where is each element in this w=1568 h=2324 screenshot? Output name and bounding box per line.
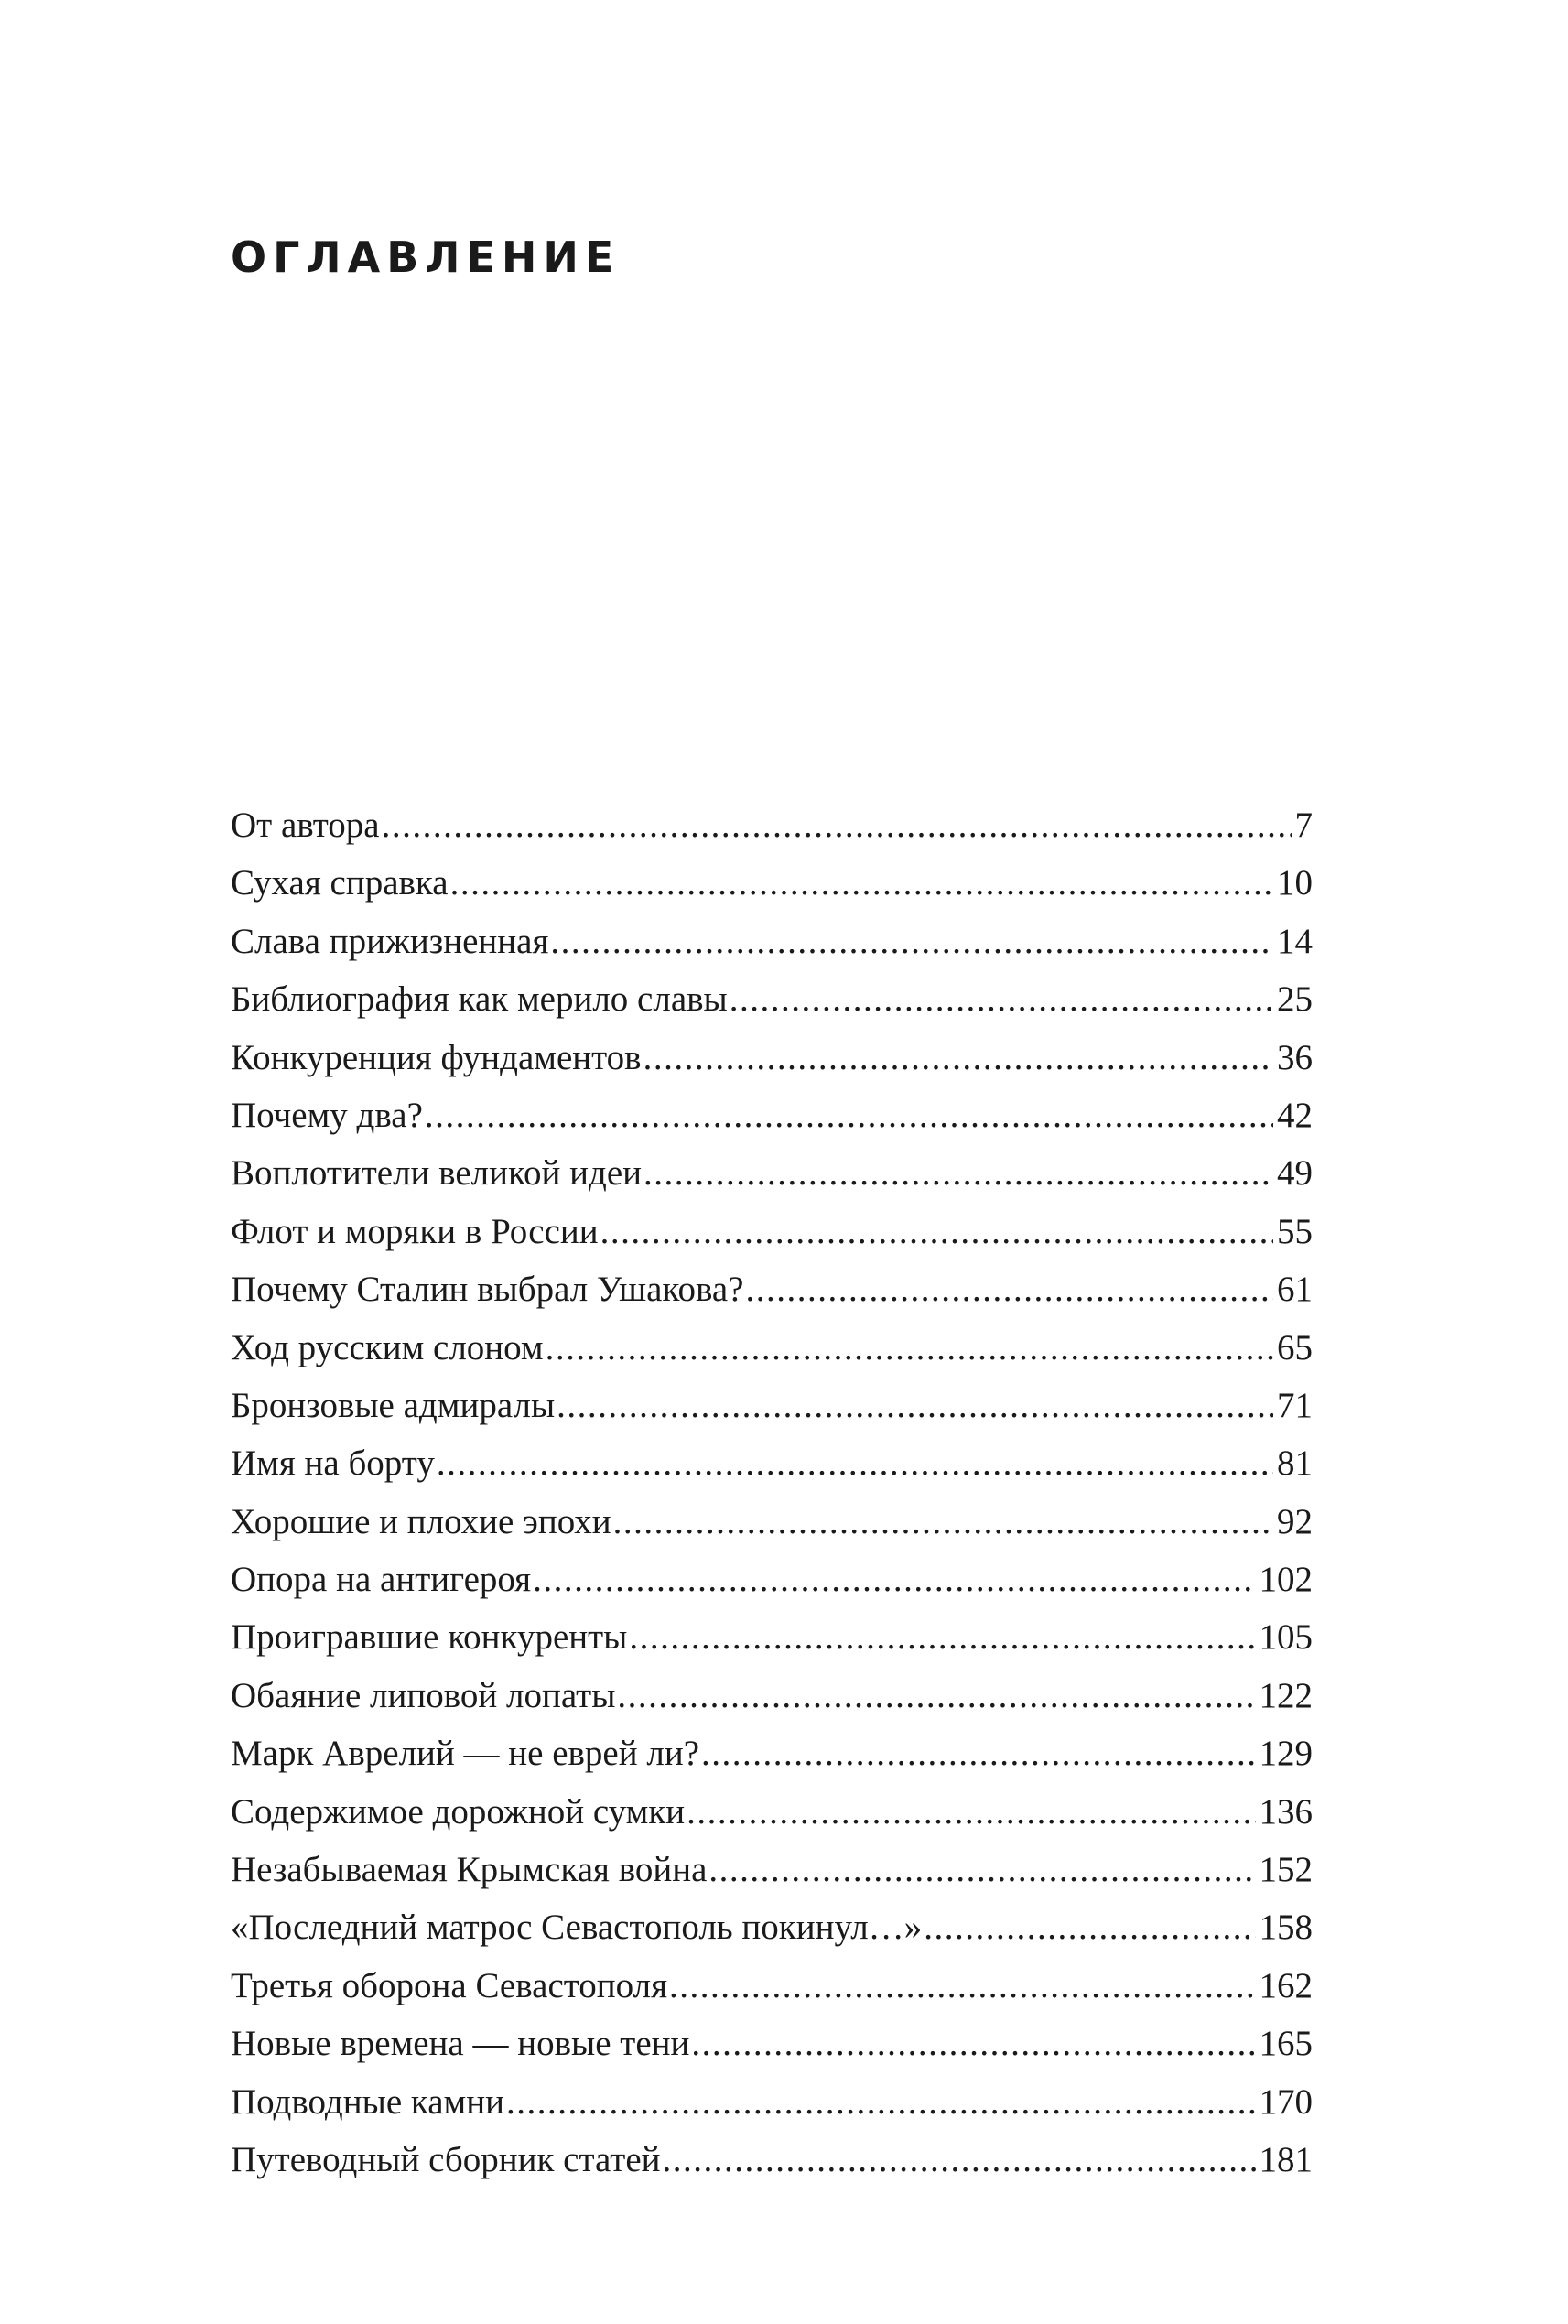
dot-leader — [687, 1783, 1255, 1841]
toc-entry-title: Третья оборона Севастополя — [231, 1965, 668, 2005]
toc-entry-page: 165 — [1259, 2024, 1313, 2064]
toc-entry-title: Подводные камни — [231, 2081, 504, 2122]
toc-entry — [231, 1203, 1313, 1260]
toc-entry-page: 158 — [1259, 1908, 1313, 1948]
toc-entry-page: 65 — [1277, 1327, 1313, 1367]
toc-entry-title: «Последний матрос Севастополь покинул…» — [231, 1908, 923, 1948]
toc-entry-page: 10 — [1277, 863, 1313, 903]
toc-entry — [231, 913, 1313, 970]
toc-entry-page: 61 — [1277, 1270, 1313, 1310]
toc-entry-title: Путеводный сборник статей — [231, 2139, 661, 2179]
toc-entry-title: Содержимое дорожной сумки — [231, 1791, 686, 1832]
dot-leader — [613, 1493, 1273, 1551]
dot-leader — [691, 2015, 1255, 2072]
dot-leader — [643, 1029, 1273, 1086]
toc-entry — [231, 1608, 1313, 1666]
toc-entry-page: 42 — [1277, 1095, 1313, 1135]
toc-entry — [231, 1724, 1313, 1782]
toc-entry — [231, 1260, 1313, 1318]
toc-entry — [231, 796, 1313, 854]
dot-leader — [425, 1086, 1273, 1144]
toc-entry — [231, 2073, 1313, 2131]
toc-entry — [231, 1029, 1313, 1086]
toc-entry-page: 102 — [1259, 1560, 1313, 1600]
toc-entry-page: 7 — [1294, 805, 1313, 845]
toc-entry — [231, 2131, 1313, 2189]
toc-entry-title: От автора — [231, 805, 380, 845]
table-of-contents — [231, 796, 1313, 2189]
toc-entry — [231, 1377, 1313, 1434]
toc-entry — [231, 1551, 1313, 1608]
toc-entry-title: Слава прижизненная — [231, 921, 549, 961]
page-title: ОГЛАВЛЕНИЕ — [231, 232, 621, 282]
toc-entry — [231, 1841, 1313, 1898]
toc-entry-title: Марк Аврелий — не еврей ли? — [231, 1734, 700, 1774]
toc-entry-page: 71 — [1277, 1385, 1313, 1425]
toc-entry-title: Бронзовые адмиралы — [231, 1385, 556, 1425]
toc-entry — [231, 1783, 1313, 1841]
toc-entry-page: 181 — [1259, 2139, 1313, 2179]
toc-entry-page: 129 — [1259, 1734, 1313, 1774]
dot-leader — [643, 1144, 1273, 1202]
dot-leader — [617, 1667, 1255, 1724]
dot-leader — [745, 1260, 1273, 1318]
toc-entry — [231, 1667, 1313, 1724]
dot-leader — [701, 1724, 1255, 1782]
toc-entry-title: Незабываемая Крымская война — [231, 1850, 708, 1890]
toc-entry-title: Ход русским слоном — [231, 1327, 544, 1367]
toc-entry-title: Флот и моряки в России — [231, 1211, 599, 1251]
toc-entry-page: 170 — [1259, 2081, 1313, 2122]
toc-entry — [231, 854, 1313, 912]
toc-entry-title: Воплотители великой идеи — [231, 1153, 642, 1194]
dot-leader — [382, 796, 1292, 854]
dot-leader — [557, 1377, 1273, 1434]
toc-entry-page: 36 — [1277, 1037, 1313, 1077]
toc-entry — [231, 1144, 1313, 1202]
toc-entry-page: 105 — [1259, 1617, 1313, 1658]
toc-entry-title: Имя на борту — [231, 1443, 435, 1484]
toc-entry — [231, 1434, 1313, 1492]
toc-entry — [231, 1086, 1313, 1144]
toc-entry-title: Проигравшие конкуренты — [231, 1617, 628, 1658]
toc-entry-page: 55 — [1277, 1211, 1313, 1251]
dot-leader — [924, 1898, 1255, 1956]
dot-leader — [437, 1434, 1273, 1492]
toc-entry-title: Обаяние липовой лопаты — [231, 1675, 616, 1715]
toc-entry-page: 49 — [1277, 1153, 1313, 1194]
toc-entry-page: 162 — [1259, 1965, 1313, 2005]
toc-entry — [231, 2015, 1313, 2072]
toc-entry — [231, 1957, 1313, 2015]
toc-entry-page: 81 — [1277, 1443, 1313, 1484]
dot-leader — [550, 913, 1273, 970]
toc-entry-page: 122 — [1259, 1675, 1313, 1715]
dot-leader — [629, 1608, 1255, 1666]
toc-entry-title: Хорошие и плохие эпохи — [231, 1501, 611, 1541]
toc-entry-page: 92 — [1277, 1501, 1313, 1541]
dot-leader — [533, 1551, 1255, 1608]
dot-leader — [600, 1203, 1273, 1260]
dot-leader — [546, 1319, 1273, 1377]
toc-entry-page: 25 — [1277, 979, 1313, 1020]
toc-entry-page: 136 — [1259, 1791, 1313, 1832]
dot-leader — [708, 1841, 1255, 1898]
toc-entry-title: Новые времена — новые тени — [231, 2024, 690, 2064]
toc-entry — [231, 1319, 1313, 1377]
toc-entry — [231, 970, 1313, 1028]
dot-leader — [669, 1957, 1255, 2015]
dot-leader — [663, 2131, 1256, 2189]
dot-leader — [730, 970, 1273, 1028]
toc-entry-title: Почему два? — [231, 1095, 423, 1135]
toc-entry-title: Опора на антигероя — [231, 1560, 532, 1600]
dot-leader — [450, 854, 1273, 912]
toc-entry — [231, 1898, 1313, 1956]
toc-entry-page: 14 — [1277, 921, 1313, 961]
toc-entry — [231, 1493, 1313, 1551]
dot-leader — [506, 2073, 1256, 2131]
toc-entry-title: Сухая справка — [231, 863, 449, 903]
toc-entry-title: Библиография как мерило славы — [231, 979, 728, 1020]
toc-entry-title: Почему Сталин выбрал Ушакова? — [231, 1270, 744, 1310]
toc-entry-title: Конкуренция фундаментов — [231, 1037, 642, 1077]
toc-entry-page: 152 — [1259, 1850, 1313, 1890]
